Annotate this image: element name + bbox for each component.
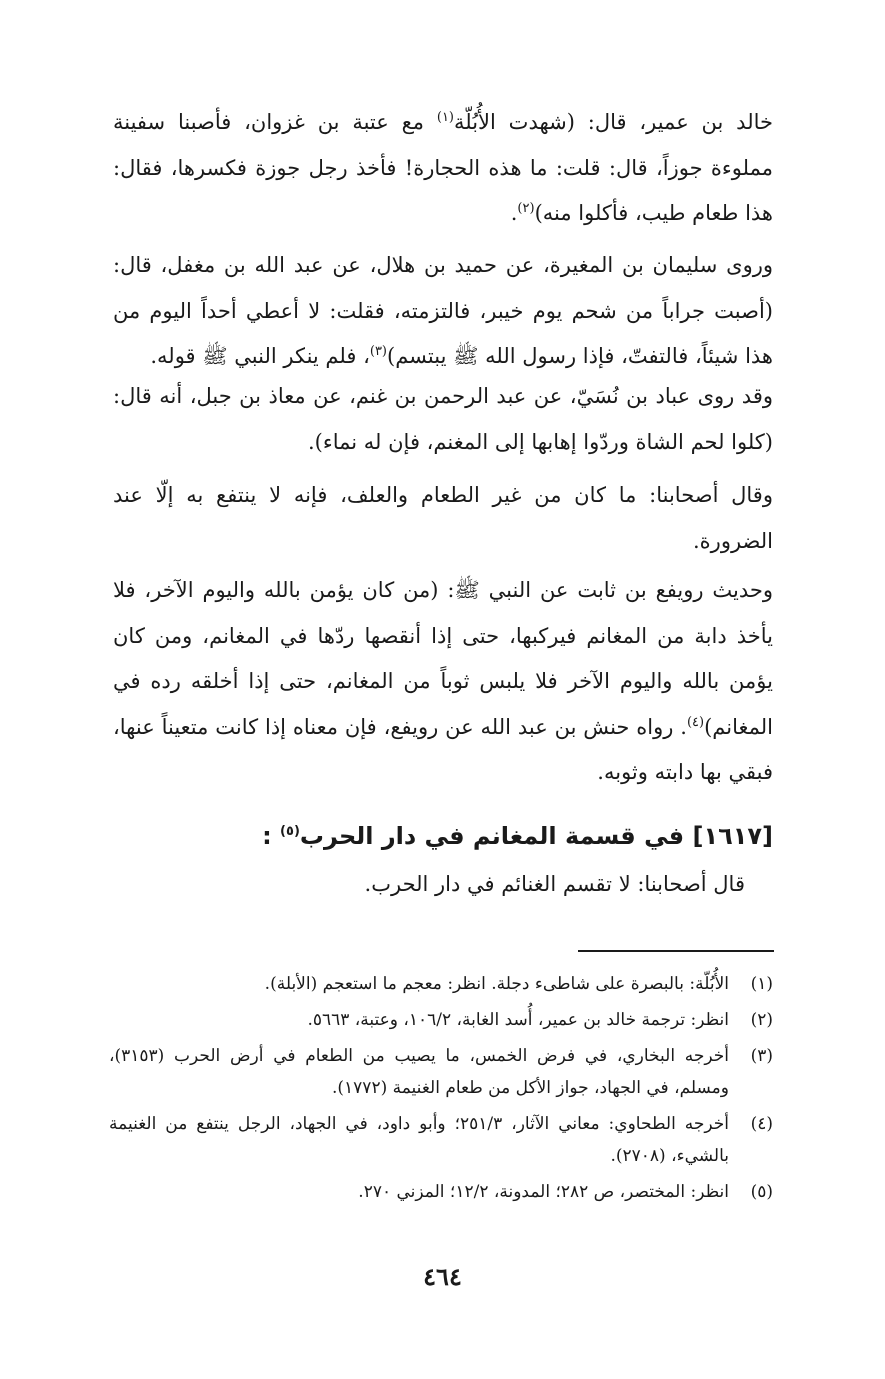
section-heading [113,815,773,857]
footnote-item [109,1004,773,1036]
paragraph-2 [113,243,773,380]
section-number: [١٦١٧] [692,822,773,850]
paragraph-text: وقد روى عباد بن نُسَيّ، عن عبد الرحمن بن غنم، عن معاذ بن جبل، أنه قال: (كلوا لحم الشاة وردّوا إهابها إلى المغنم، فإن له نماء). [113,384,773,454]
footnote-item [109,1176,773,1208]
footnote-number: (٣) [750,1046,773,1066]
footnote-number: (٤) [750,1114,773,1134]
footnote-text: انظر: المختصر، ص ٢٨٢؛ المدونة، ١٢/٢؛ المزني ٢٧٠. [358,1182,729,1202]
footnote-item [109,1108,773,1172]
section-title: في قسمة المغانم في دار الحرب [299,822,693,850]
paragraph-5 [113,568,773,796]
footnote-ref: (٥) [280,824,300,839]
paragraph-text: . [510,201,518,225]
footnotes [109,968,773,1212]
footnote-ref: (٤) [686,714,705,730]
footnote-item [109,968,773,1000]
paragraph-text: وقال أصحابنا: ما كان من غير الطعام والعلف، فإنه لا ينتفع به إلّا عند الضرورة. [113,483,773,553]
footnote-item [109,1040,773,1104]
footnote-text: أخرجه الطحاوي: معاني الآثار، ٢٥١/٣؛ وأبو داود، في الجهاد، الرجل ينتفع من الغنيمة بالشيء، (٢٧٠٨). [109,1114,729,1166]
footnote-ref: (١) [436,110,454,125]
paragraph-1 [113,100,773,237]
footnote-number: (١) [750,974,773,994]
paragraph-text: قال أصحابنا: لا تقسم الغنائم في دار الحرب. [364,872,745,896]
paragraph-text: . رواه حنش بن عبد الله عن رويفع، فإن معناه إذا كانت متعيناً عنها، فبقي بها دابته وثوبه. [113,714,773,784]
footnote-ref: (٣) [369,344,387,359]
paragraph-3 [113,374,773,465]
section-colon: : [262,822,281,850]
paragraph-text: وروى سليمان بن المغيرة، عن حميد بن هلال، عن عبد الله بن مغفل، قال: (أصبت جراباً من شحم يوم خيبر، فالتزمته، فقلت: لا أعطي أحداً اليوم من هذا شيئاً، فالتفتّ، فإذا رسول الله ﷺ يبتسم) [113,253,773,368]
footnote-ref: (٢) [517,201,535,216]
paragraph-text: مع عتبة بن غزوان، فأصبنا سفينة مملوءة جوزاً، قال: قلت: ما هذه الحجارة! فأخذ رجل جوزة فكسرها، فقال: هذا طعام طيب، فأكلوا منه) [113,110,773,225]
paragraph-4 [113,473,773,564]
page-number: ٤٦٤ [423,1262,462,1291]
section-text [113,862,745,908]
footnote-text: الأُبُلّة: بالبصرة على شاطىء دجلة. انظر: معجم ما استعجم (الأبلة). [264,974,729,994]
paragraph-text: خالد بن عمير، قال: (شهدت الأُبُلّة [454,110,773,134]
footnote-divider [578,950,774,952]
footnote-text: انظر: ترجمة خالد بن عمير، أُسد الغابة، ١٠٦/٢، وعتبة، ٥٦٦٣. [307,1010,729,1030]
footnote-number: (٢) [750,1010,773,1030]
paragraph-text: وحديث رويفع بن ثابت عن النبي ﷺ: (من كان يؤمن بالله واليوم الآخر، فلا يأخذ دابة من المغانم فيركبها، حتى إذا أنقصها ردّها في المغانم، ومن كان يؤمن بالله واليوم الآخر فلا يلبس ثوباً من المغانم، حتى إذا أخلقه رده في المغانم) [113,578,773,739]
paragraph-text: ، فلم ينكر النبي ﷺ قوله. [150,344,370,368]
footnote-number: (٥) [750,1182,773,1202]
footnote-text: أخرجه البخاري، في فرض الخمس، ما يصيب من الطعام في أرض الحرب (٣١٥٣)، ومسلم، في الجهاد، جواز الأكل من طعام الغنيمة (١٧٧٢). [109,1046,729,1098]
